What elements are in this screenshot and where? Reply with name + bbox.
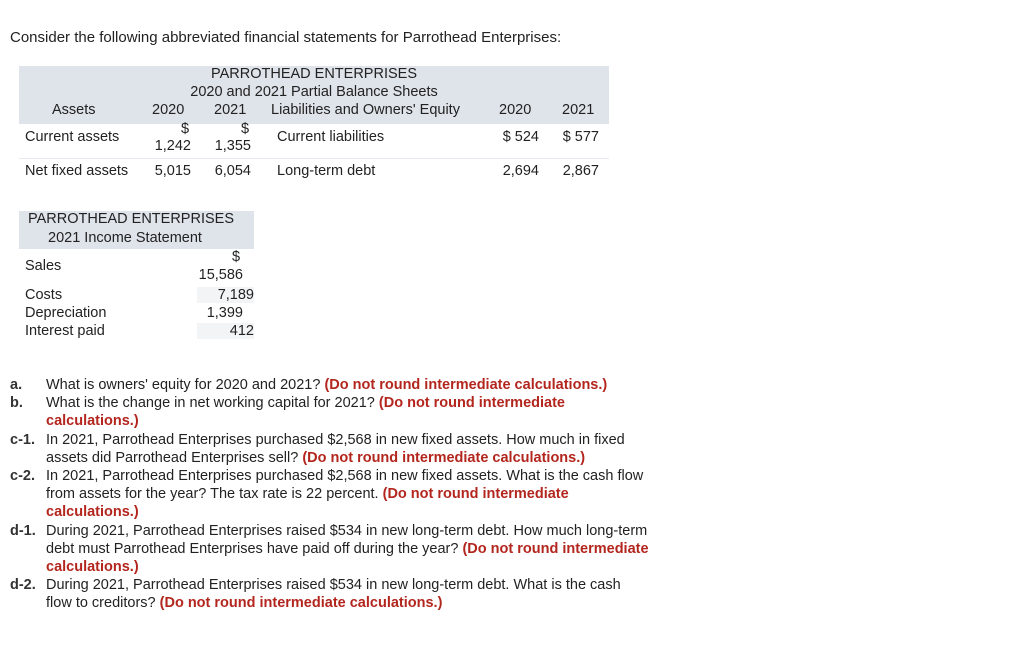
balance-sheet-table: [19, 66, 609, 187]
question-note: (Do not round intermediate calculations.): [46, 395, 565, 430]
row-label: Net fixed assets: [25, 163, 129, 179]
income-statement-subtitle: 2021 Income Statement: [48, 230, 202, 246]
question-text: [46, 394, 650, 430]
question-body: During 2021, Parrothead Enterprises raised $534 in new long-term debt. What is the cash flow to creditors?: [46, 577, 621, 612]
question-label: a.: [10, 377, 23, 393]
table-row: [19, 323, 254, 341]
table-row: [19, 249, 254, 287]
col-liabilities: Liabilities and Owners' Equity: [271, 102, 460, 118]
cell-value: 412: [197, 323, 254, 339]
row-label: Sales: [25, 258, 62, 274]
question-label: d-1.: [10, 522, 36, 539]
question-text: [46, 576, 650, 612]
question-label: c-1.: [10, 431, 35, 448]
table-row: [19, 305, 254, 323]
currency-symbol: $: [181, 121, 190, 137]
question-body: In 2021, Parrothead Enterprises purchased $2,568 in new fixed assets. What is the cash flow from assets for the year? The tax rate is 22 percent.: [46, 468, 644, 503]
col-liab-2020: 2020: [499, 102, 532, 118]
question-list: [10, 376, 650, 613]
question-label: c-2.: [10, 468, 35, 485]
cell-value: 15,586: [198, 267, 243, 283]
question-b: [10, 394, 650, 430]
cell-asset-2020: 5,015: [154, 163, 191, 179]
question-a: [10, 376, 650, 394]
question-text: [46, 376, 650, 394]
row-label: Long-term debt: [277, 163, 376, 179]
intro-text: Consider the following abbreviated financial statements for Parrothead Enterprises:: [10, 29, 562, 46]
table-row: [19, 158, 609, 187]
question-note: (Do not round intermediate calculations.): [46, 540, 649, 576]
question-note: (Do not round intermediate calculations.): [324, 377, 608, 393]
row-label: Current assets: [25, 129, 120, 145]
question-text: [46, 522, 650, 577]
cell-liab-2021: $ 577: [562, 129, 599, 145]
table-row: [19, 287, 254, 305]
question-text: [46, 431, 650, 467]
income-statement-header: [19, 211, 254, 249]
row-label: Current liabilities: [277, 129, 385, 145]
question-d2: [10, 576, 650, 612]
cell-liab-2020: $ 524: [502, 129, 539, 145]
cell-liab-2021: 2,867: [562, 163, 599, 179]
row-label: Depreciation: [25, 305, 107, 321]
cell-liab-2020: 2,694: [502, 163, 539, 179]
balance-sheet-title: PARROTHEAD ENTERPRISES: [211, 66, 417, 82]
currency-symbol: $: [232, 249, 241, 265]
col-assets: Assets: [52, 102, 96, 118]
balance-sheet-subtitle: 2020 and 2021 Partial Balance Sheets: [190, 84, 438, 100]
question-c2: [10, 467, 650, 522]
question-body: In 2021, Parrothead Enterprises purchased $2,568 in new fixed assets. How much in fixed assets did Parrothead Enterprises sell?: [46, 431, 625, 466]
row-label: Interest paid: [25, 323, 105, 339]
question-note: (Do not round intermediate calculations.): [46, 486, 569, 521]
question-body: What is the change in net working capital for 2021?: [46, 395, 375, 412]
cell-asset-2021: 6,054: [214, 163, 251, 179]
row-label: Costs: [25, 287, 63, 303]
col-asset-2020: 2020: [152, 102, 185, 118]
balance-sheet-header: [19, 66, 609, 124]
question-label: b.: [10, 395, 23, 412]
question-body: What is owners' equity for 2020 and 2021?: [46, 377, 321, 393]
question-label: d-2.: [10, 577, 36, 594]
cell-value: 1,399: [206, 305, 243, 321]
income-statement-title: PARROTHEAD ENTERPRISES: [28, 211, 234, 227]
question-note: (Do not round intermediate calculations.): [302, 449, 586, 466]
question-d1: [10, 522, 650, 577]
income-statement-table: [19, 211, 254, 341]
question-note: (Do not round intermediate calculations.): [159, 595, 443, 612]
question-body: During 2021, Parrothead Enterprises raised $534 in new long-term debt. How much long-term debt must Parrothead Enterprises have paid off during the year?: [46, 522, 648, 557]
question-text: [46, 467, 650, 522]
col-asset-2021: 2021: [214, 102, 247, 118]
col-liab-2021: 2021: [562, 102, 595, 118]
table-row: [19, 121, 609, 158]
cell-asset-2021: 1,355: [214, 138, 251, 154]
currency-symbol: $: [241, 121, 250, 137]
question-c1: [10, 431, 650, 467]
cell-value: 7,189: [197, 287, 254, 303]
cell-asset-2020: 1,242: [154, 138, 191, 154]
